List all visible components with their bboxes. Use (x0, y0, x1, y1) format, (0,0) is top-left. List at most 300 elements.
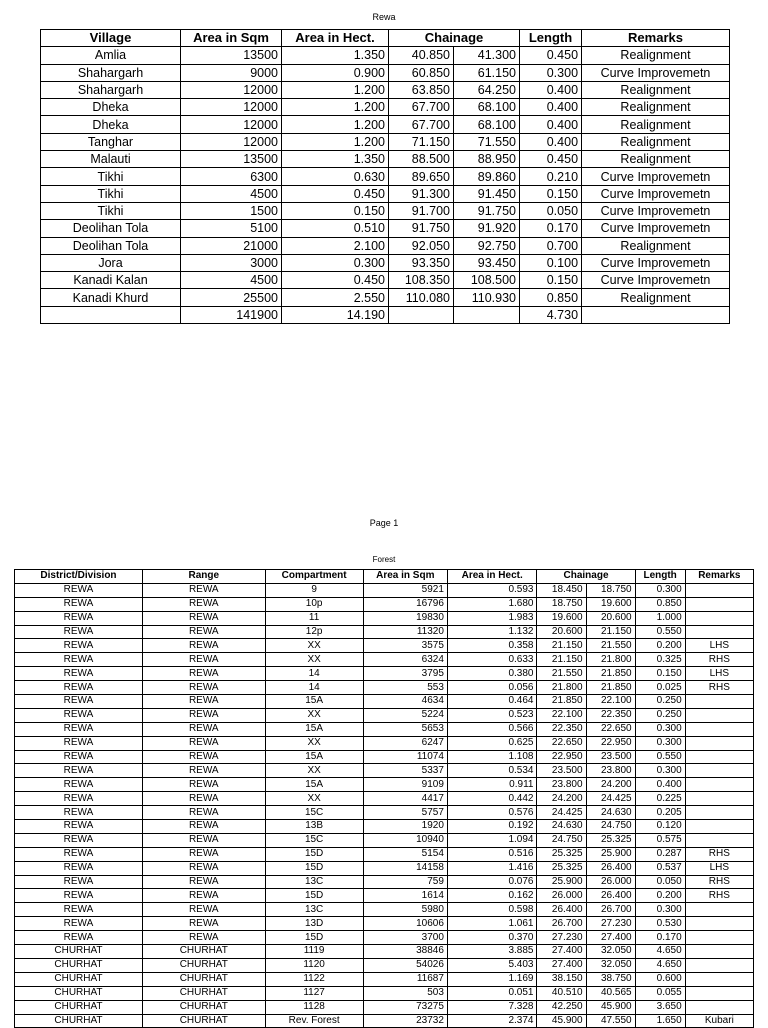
cell-chainage-from: 91.750 (389, 220, 454, 237)
cell-area-hect: 1.200 (282, 133, 389, 150)
cell-area-hect: 1.416 (447, 861, 537, 875)
cell-remarks (685, 1000, 753, 1014)
cell-chainage-from: 93.350 (389, 254, 454, 271)
cell-chainage-to: 23.500 (586, 750, 635, 764)
cell-chainage-to: 21.150 (586, 625, 635, 639)
cell-chainage-to: 89.860 (454, 168, 520, 185)
cell-district: CHURHAT (15, 1000, 143, 1014)
cell-range: CHURHAT (142, 1000, 265, 1014)
total-cell-village (41, 306, 181, 323)
cell-area-hect: 0.911 (447, 778, 537, 792)
cell-remarks: Realignment (582, 289, 730, 306)
header-village: Village (41, 30, 181, 47)
cell-chainage-from: 92.050 (389, 237, 454, 254)
cell-area-hect: 0.630 (282, 168, 389, 185)
cell-length: 0.530 (635, 917, 685, 931)
cell-remarks: Kubari (685, 1014, 753, 1028)
cell-range: REWA (142, 736, 265, 750)
table-row (41, 151, 730, 168)
cell-area-hect: 1.132 (447, 625, 537, 639)
cell-length: 0.575 (635, 833, 685, 847)
table-row (15, 931, 754, 945)
cell-remarks: Realignment (582, 237, 730, 254)
cell-remarks: LHS (685, 667, 753, 681)
cell-village: Dheka (41, 116, 181, 133)
cell-remarks: Realignment (582, 133, 730, 150)
cell-compartment: 1128 (265, 1000, 363, 1014)
cell-remarks: Realignment (582, 47, 730, 64)
table-row (15, 972, 754, 986)
cell-range: REWA (142, 903, 265, 917)
cell-chainage-from: 38.150 (537, 972, 586, 986)
cell-chainage-from: 22.950 (537, 750, 586, 764)
cell-length: 0.205 (635, 806, 685, 820)
cell-chainage-to: 47.550 (586, 1014, 635, 1028)
cell-district: REWA (15, 903, 143, 917)
cell-area-hect: 0.192 (447, 820, 537, 834)
cell-area-hect: 0.464 (447, 695, 537, 709)
cell-remarks: Curve Improvemetn (582, 220, 730, 237)
cell-chainage-from: 45.900 (537, 1014, 586, 1028)
table-row (41, 237, 730, 254)
cell-chainage-to: 24.630 (586, 806, 635, 820)
table-row (15, 736, 754, 750)
cell-range: REWA (142, 667, 265, 681)
cell-area-hect: 0.051 (447, 986, 537, 1000)
cell-compartment: 1127 (265, 986, 363, 1000)
cell-length: 0.850 (520, 289, 582, 306)
cell-chainage-to: 40.565 (586, 986, 635, 1000)
table-row (41, 185, 730, 202)
cell-area-hect: 0.516 (447, 847, 537, 861)
cell-remarks (685, 986, 753, 1000)
total-row (41, 306, 730, 323)
cell-chainage-from: 21.550 (537, 667, 586, 681)
cell-compartment: XX (265, 708, 363, 722)
cell-remarks (685, 903, 753, 917)
cell-area-sqm: 23732 (363, 1014, 447, 1028)
cell-range: CHURHAT (142, 958, 265, 972)
cell-chainage-from: 26.700 (537, 917, 586, 931)
cell-length: 0.150 (520, 272, 582, 289)
cell-chainage-from: 21.150 (537, 639, 586, 653)
forest-table (14, 569, 754, 1028)
cell-village: Kanadi Khurd (41, 289, 181, 306)
cell-area-hect: 1.350 (282, 151, 389, 168)
table-row (15, 986, 754, 1000)
cell-district: REWA (15, 583, 143, 597)
cell-compartment: 1122 (265, 972, 363, 986)
cell-remarks (685, 820, 753, 834)
cell-compartment: 15D (265, 931, 363, 945)
cell-chainage-to: 19.600 (586, 597, 635, 611)
cell-range: REWA (142, 695, 265, 709)
cell-range: REWA (142, 681, 265, 695)
cell-chainage-from: 21.850 (537, 695, 586, 709)
cell-chainage-to: 22.350 (586, 708, 635, 722)
cell-district: CHURHAT (15, 1014, 143, 1028)
table-row (15, 1000, 754, 1014)
cell-compartment: XX (265, 792, 363, 806)
cell-remarks: Realignment (582, 99, 730, 116)
cell-chainage-from: 67.700 (389, 116, 454, 133)
cell-chainage-from: 67.700 (389, 99, 454, 116)
cell-area-sqm: 16796 (363, 597, 447, 611)
cell-length: 0.025 (635, 681, 685, 695)
cell-area-hect: 0.450 (282, 272, 389, 289)
header-length: Length (635, 570, 685, 584)
cell-chainage-to: 41.300 (454, 47, 520, 64)
cell-chainage-from: 25.325 (537, 861, 586, 875)
cell-compartment: 15C (265, 833, 363, 847)
cell-chainage-from: 71.150 (389, 133, 454, 150)
table-row (15, 792, 754, 806)
table-row (15, 875, 754, 889)
cell-remarks: RHS (685, 847, 753, 861)
cell-range: REWA (142, 722, 265, 736)
cell-chainage-from: 110.080 (389, 289, 454, 306)
cell-area-hect: 0.358 (447, 639, 537, 653)
cell-length: 0.400 (520, 81, 582, 98)
cell-area-sqm: 5921 (363, 583, 447, 597)
cell-range: CHURHAT (142, 972, 265, 986)
cell-remarks (685, 792, 753, 806)
cell-compartment: 1119 (265, 945, 363, 959)
cell-area-hect: 0.633 (447, 653, 537, 667)
cell-village: Shahargarh (41, 81, 181, 98)
cell-area-sqm: 54026 (363, 958, 447, 972)
cell-area-sqm: 3795 (363, 667, 447, 681)
cell-compartment: 11 (265, 611, 363, 625)
cell-area-sqm: 19830 (363, 611, 447, 625)
cell-chainage-from: 108.350 (389, 272, 454, 289)
cell-district: REWA (15, 861, 143, 875)
cell-area-sqm: 5337 (363, 764, 447, 778)
cell-area-sqm: 9109 (363, 778, 447, 792)
cell-range: REWA (142, 597, 265, 611)
cell-district: REWA (15, 875, 143, 889)
cell-area-hect: 1.169 (447, 972, 537, 986)
total-cell-area-sqm: 141900 (181, 306, 282, 323)
cell-area-sqm: 5757 (363, 806, 447, 820)
cell-remarks: RHS (685, 875, 753, 889)
cell-chainage-to: 21.800 (586, 653, 635, 667)
table-row (41, 81, 730, 98)
cell-chainage-from: 19.600 (537, 611, 586, 625)
cell-chainage-to: 18.750 (586, 583, 635, 597)
cell-chainage-from: 20.600 (537, 625, 586, 639)
cell-length: 0.170 (520, 220, 582, 237)
table-row (15, 958, 754, 972)
cell-compartment: 13C (265, 875, 363, 889)
total-cell-chainage-to (454, 306, 520, 323)
table-row (15, 764, 754, 778)
cell-compartment: 15D (265, 847, 363, 861)
table-row (41, 289, 730, 306)
cell-district: REWA (15, 681, 143, 695)
cell-area-sqm: 12000 (181, 99, 282, 116)
cell-chainage-from: 42.250 (537, 1000, 586, 1014)
cell-chainage-from: 18.450 (537, 583, 586, 597)
cell-remarks (685, 972, 753, 986)
cell-range: REWA (142, 778, 265, 792)
cell-remarks (685, 708, 753, 722)
table-row (15, 1014, 754, 1028)
cell-chainage-from: 22.100 (537, 708, 586, 722)
cell-compartment: XX (265, 653, 363, 667)
cell-range: REWA (142, 625, 265, 639)
table-row (15, 945, 754, 959)
cell-compartment: 15A (265, 778, 363, 792)
cell-chainage-from: 26.000 (537, 889, 586, 903)
cell-area-hect: 1.108 (447, 750, 537, 764)
cell-chainage-from: 91.300 (389, 185, 454, 202)
table-row (15, 806, 754, 820)
cell-chainage-from: 60.850 (389, 64, 454, 81)
cell-village: Jora (41, 254, 181, 271)
cell-chainage-to: 32.050 (586, 945, 635, 959)
cell-remarks (685, 583, 753, 597)
cell-chainage-from: 23.500 (537, 764, 586, 778)
cell-compartment: XX (265, 639, 363, 653)
cell-village: Deolihan Tola (41, 237, 181, 254)
cell-district: REWA (15, 736, 143, 750)
cell-chainage-to: 45.900 (586, 1000, 635, 1014)
cell-length: 0.325 (635, 653, 685, 667)
cell-area-sqm: 38846 (363, 945, 447, 959)
cell-chainage-from: 24.425 (537, 806, 586, 820)
cell-range: CHURHAT (142, 986, 265, 1000)
cell-length: 0.050 (635, 875, 685, 889)
cell-area-hect: 1.200 (282, 81, 389, 98)
cell-range: REWA (142, 611, 265, 625)
cell-area-sqm: 11687 (363, 972, 447, 986)
cell-compartment: Rev. Forest (265, 1014, 363, 1028)
cell-range: REWA (142, 708, 265, 722)
cell-area-hect: 5.403 (447, 958, 537, 972)
cell-area-sqm: 3575 (363, 639, 447, 653)
header-length: Length (520, 30, 582, 47)
cell-compartment: XX (265, 736, 363, 750)
table-row (41, 272, 730, 289)
cell-chainage-to: 108.500 (454, 272, 520, 289)
cell-chainage-from: 23.800 (537, 778, 586, 792)
table-row (41, 64, 730, 81)
cell-compartment: 15D (265, 889, 363, 903)
cell-area-hect: 1.200 (282, 116, 389, 133)
cell-district: REWA (15, 708, 143, 722)
table-row (15, 681, 754, 695)
cell-remarks: LHS (685, 861, 753, 875)
cell-chainage-to: 20.600 (586, 611, 635, 625)
cell-chainage-to: 21.850 (586, 681, 635, 695)
cell-length: 4.650 (635, 958, 685, 972)
cell-district: REWA (15, 695, 143, 709)
table-row (15, 708, 754, 722)
cell-area-hect: 0.162 (447, 889, 537, 903)
cell-remarks: Curve Improvemetn (582, 168, 730, 185)
table-row (41, 133, 730, 150)
cell-area-sqm: 10606 (363, 917, 447, 931)
cell-chainage-from: 89.650 (389, 168, 454, 185)
cell-length: 3.650 (635, 1000, 685, 1014)
cell-length: 0.170 (635, 931, 685, 945)
cell-chainage-to: 24.200 (586, 778, 635, 792)
table-row (41, 99, 730, 116)
cell-area-sqm: 5224 (363, 708, 447, 722)
cell-range: REWA (142, 820, 265, 834)
cell-remarks: Curve Improvemetn (582, 202, 730, 219)
cell-range: REWA (142, 917, 265, 931)
cell-chainage-from: 40.510 (537, 986, 586, 1000)
cell-village: Shahargarh (41, 64, 181, 81)
cell-area-sqm: 6247 (363, 736, 447, 750)
cell-compartment: 15D (265, 861, 363, 875)
cell-range: REWA (142, 792, 265, 806)
cell-area-sqm: 1500 (181, 202, 282, 219)
cell-remarks: Curve Improvemetn (582, 185, 730, 202)
cell-length: 0.225 (635, 792, 685, 806)
rewa-header-row (41, 30, 730, 47)
cell-area-sqm: 3700 (363, 931, 447, 945)
cell-area-sqm: 553 (363, 681, 447, 695)
cell-remarks: RHS (685, 889, 753, 903)
cell-range: CHURHAT (142, 945, 265, 959)
cell-chainage-to: 22.950 (586, 736, 635, 750)
cell-remarks (685, 625, 753, 639)
cell-area-hect: 2.100 (282, 237, 389, 254)
cell-chainage-to: 92.750 (454, 237, 520, 254)
cell-area-hect: 2.550 (282, 289, 389, 306)
cell-district: REWA (15, 931, 143, 945)
cell-compartment: 10p (265, 597, 363, 611)
cell-remarks: RHS (685, 681, 753, 695)
cell-length: 0.400 (520, 99, 582, 116)
cell-area-sqm: 4500 (181, 272, 282, 289)
cell-length: 0.300 (635, 736, 685, 750)
cell-area-hect: 3.885 (447, 945, 537, 959)
cell-chainage-from: 24.630 (537, 820, 586, 834)
cell-compartment: 15A (265, 750, 363, 764)
cell-chainage-to: 91.920 (454, 220, 520, 237)
cell-remarks: Curve Improvemetn (582, 272, 730, 289)
cell-area-hect: 0.510 (282, 220, 389, 237)
cell-chainage-to: 24.750 (586, 820, 635, 834)
cell-length: 0.050 (520, 202, 582, 219)
total-cell-length: 4.730 (520, 306, 582, 323)
cell-range: REWA (142, 639, 265, 653)
cell-length: 0.150 (520, 185, 582, 202)
cell-compartment: 14 (265, 681, 363, 695)
cell-area-sqm: 12000 (181, 81, 282, 98)
cell-compartment: 13B (265, 820, 363, 834)
cell-district: REWA (15, 889, 143, 903)
cell-range: REWA (142, 750, 265, 764)
cell-chainage-to: 27.400 (586, 931, 635, 945)
cell-chainage-to: 88.950 (454, 151, 520, 168)
table-row (15, 625, 754, 639)
cell-compartment: 9 (265, 583, 363, 597)
cell-length: 1.000 (635, 611, 685, 625)
table-row (15, 722, 754, 736)
cell-area-sqm: 5100 (181, 220, 282, 237)
cell-length: 0.250 (635, 695, 685, 709)
table-row (41, 254, 730, 271)
cell-length: 0.287 (635, 847, 685, 861)
cell-length: 0.055 (635, 986, 685, 1000)
cell-chainage-to: 24.425 (586, 792, 635, 806)
cell-remarks (685, 736, 753, 750)
cell-area-hect: 1.350 (282, 47, 389, 64)
cell-chainage-to: 26.400 (586, 861, 635, 875)
table-row (15, 861, 754, 875)
forest-header-row (15, 570, 754, 584)
cell-district: REWA (15, 722, 143, 736)
cell-area-sqm: 12000 (181, 116, 282, 133)
cell-district: REWA (15, 750, 143, 764)
cell-area-sqm: 13500 (181, 47, 282, 64)
table-row (41, 116, 730, 133)
cell-chainage-to: 21.850 (586, 667, 635, 681)
page-label: Page 1 (369, 518, 399, 528)
table-row (15, 917, 754, 931)
cell-chainage-to: 25.900 (586, 847, 635, 861)
cell-chainage-to: 91.750 (454, 202, 520, 219)
cell-area-hect: 0.442 (447, 792, 537, 806)
cell-remarks (685, 750, 753, 764)
cell-area-sqm: 11320 (363, 625, 447, 639)
cell-length: 0.450 (520, 47, 582, 64)
cell-area-hect: 7.328 (447, 1000, 537, 1014)
cell-chainage-to: 93.450 (454, 254, 520, 271)
cell-chainage-from: 63.850 (389, 81, 454, 98)
cell-area-sqm: 503 (363, 986, 447, 1000)
table-row (41, 47, 730, 64)
cell-range: REWA (142, 889, 265, 903)
cell-chainage-from: 22.650 (537, 736, 586, 750)
cell-area-sqm: 1614 (363, 889, 447, 903)
cell-remarks: Curve Improvemetn (582, 64, 730, 81)
cell-remarks: Realignment (582, 116, 730, 133)
cell-area-hect: 0.576 (447, 806, 537, 820)
cell-village: Dheka (41, 99, 181, 116)
cell-district: REWA (15, 625, 143, 639)
cell-chainage-to: 64.250 (454, 81, 520, 98)
table-row (15, 653, 754, 667)
header-area-hect: Area in Hect. (447, 570, 537, 584)
cell-chainage-from: 24.200 (537, 792, 586, 806)
header-area-sqm: Area in Sqm (363, 570, 447, 584)
cell-area-sqm: 3000 (181, 254, 282, 271)
cell-district: CHURHAT (15, 958, 143, 972)
cell-chainage-to: 25.325 (586, 833, 635, 847)
table-row (15, 847, 754, 861)
cell-chainage-to: 26.400 (586, 889, 635, 903)
cell-compartment: 1120 (265, 958, 363, 972)
cell-area-hect: 0.566 (447, 722, 537, 736)
cell-area-sqm: 5980 (363, 903, 447, 917)
cell-district: REWA (15, 667, 143, 681)
cell-area-sqm: 6324 (363, 653, 447, 667)
cell-chainage-from: 22.350 (537, 722, 586, 736)
cell-district: REWA (15, 917, 143, 931)
cell-area-hect: 0.370 (447, 931, 537, 945)
cell-district: REWA (15, 792, 143, 806)
table-row (15, 820, 754, 834)
cell-area-hect: 0.450 (282, 185, 389, 202)
cell-area-hect: 0.625 (447, 736, 537, 750)
table-row (15, 778, 754, 792)
